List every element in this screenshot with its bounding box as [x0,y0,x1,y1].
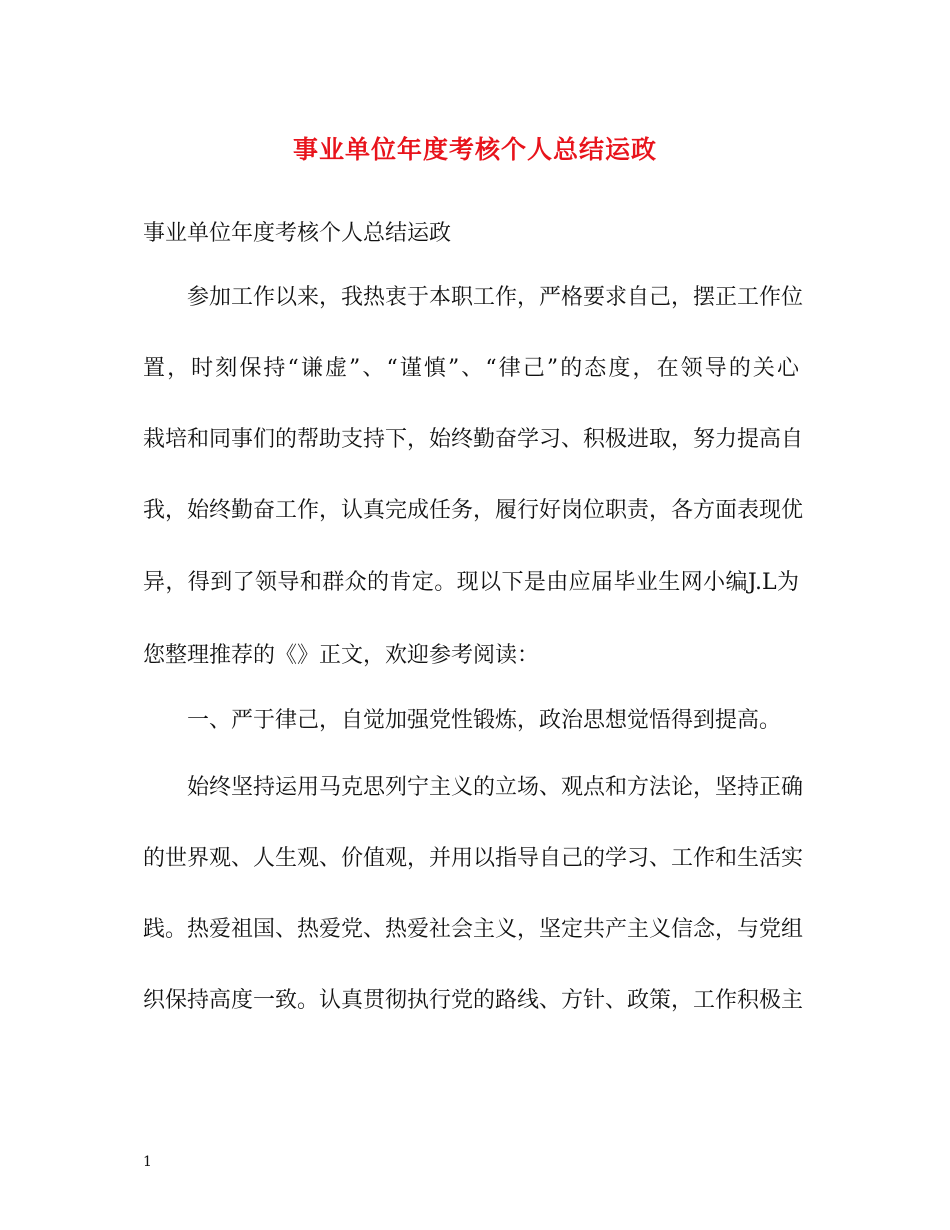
paragraph-line: 您整理推荐的《》正文，欢迎参考阅读： [143,643,540,668]
paragraph-line: 的世界观、人生观、价值观，并用以指导自己的学习、工作和生活实 [143,846,804,871]
page-number: 1 [143,1154,152,1170]
paragraph-line: 异，得到了领导和群众的肯定。现以下是由应届毕业生网小编J.L为 [143,570,799,595]
paragraph-line: 置，时刻保持“谦虚”、“谨慎”、“律己”的态度，在领导的关心 [143,356,799,381]
paragraph-line: 始终坚持运用马克思列宁主义的立场、观点和方法论，坚持正确 [187,775,804,800]
document-title: 事业单位年度考核个人总结运政 [292,135,657,164]
paragraph-line: 织保持高度一致。认真贯彻执行党的路线、方针、政策，工作积极主 [143,988,804,1013]
document-subtitle: 事业单位年度考核个人总结运政 [143,221,452,246]
paragraph-line: 践。热爱祖国、热爱党、热爱社会主义，坚定共产主义信念，与党组 [143,917,804,942]
paragraph-line: 我，始终勤奋工作，认真完成任务，履行好岗位职责，各方面表现优 [143,498,804,523]
section-heading: 一、严于律己，自觉加强党性锻炼，政治思想觉悟得到提高。 [187,708,782,733]
paragraph-line: 参加工作以来，我热衷于本职工作，严格要求自己，摆正工作位 [187,285,804,310]
paragraph-line: 栽培和同事们的帮助支持下，始终勤奋学习、积极进取，努力提高自 [143,427,804,452]
